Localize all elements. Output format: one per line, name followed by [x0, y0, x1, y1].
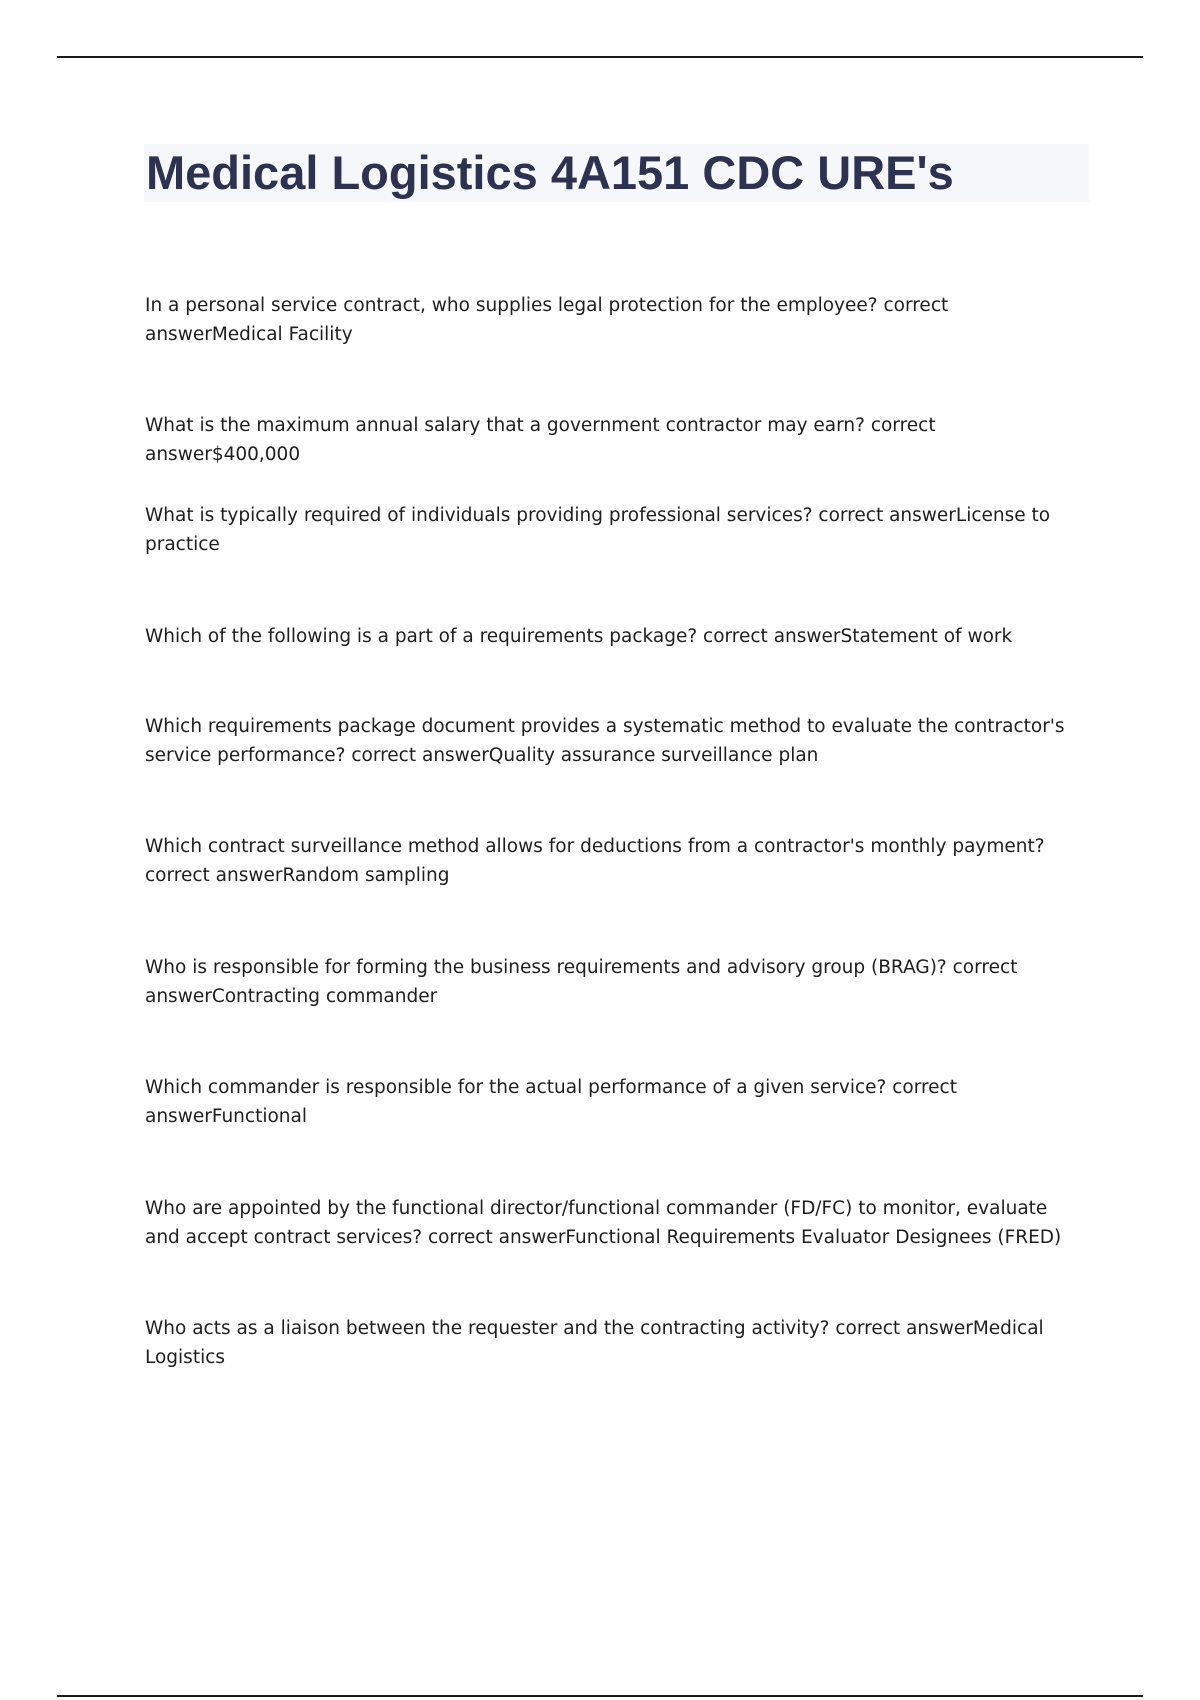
- question-item: What is typically required of individuals providing professional services? correct answerLicense to practice: [145, 505, 1051, 555]
- question-item: Which requirements package document provides a systematic method to evaluate the contractor's service performance? correct answerQuality assurance surveillance plan: [145, 716, 1065, 766]
- question-item: Who are appointed by the functional director/functional commander (FD/FC) to monitor, evaluate and accept contract services? correct answerFunctional Requirements Evaluator Designees (FRED): [145, 1198, 1062, 1248]
- footer-rule: [57, 1695, 1143, 1697]
- question-item: Which of the following is a part of a requirements package? correct answerStatement of work: [145, 626, 1013, 647]
- document-title: Medical Logistics 4A151 CDC URE's: [146, 146, 954, 199]
- question-item: Who acts as a liaison between the requester and the contracting activity? correct answerMedical Logistics: [145, 1318, 1044, 1368]
- question-item: Who is responsible for forming the business requirements and advisory group (BRAG)? correct answerContracting commander: [145, 957, 1018, 1007]
- header-rule: [57, 56, 1143, 58]
- question-item: Which contract surveillance method allows for deductions from a contractor's monthly payment? correct answerRandom sampling: [145, 836, 1045, 886]
- question-item: What is the maximum annual salary that a government contractor may earn? correct answer$400,000: [145, 415, 936, 465]
- question-item: In a personal service contract, who supplies legal protection for the employee? correct answerMedical Facility: [145, 295, 949, 345]
- question-item: Which commander is responsible for the actual performance of a given service? correct answerFunctional: [145, 1077, 957, 1127]
